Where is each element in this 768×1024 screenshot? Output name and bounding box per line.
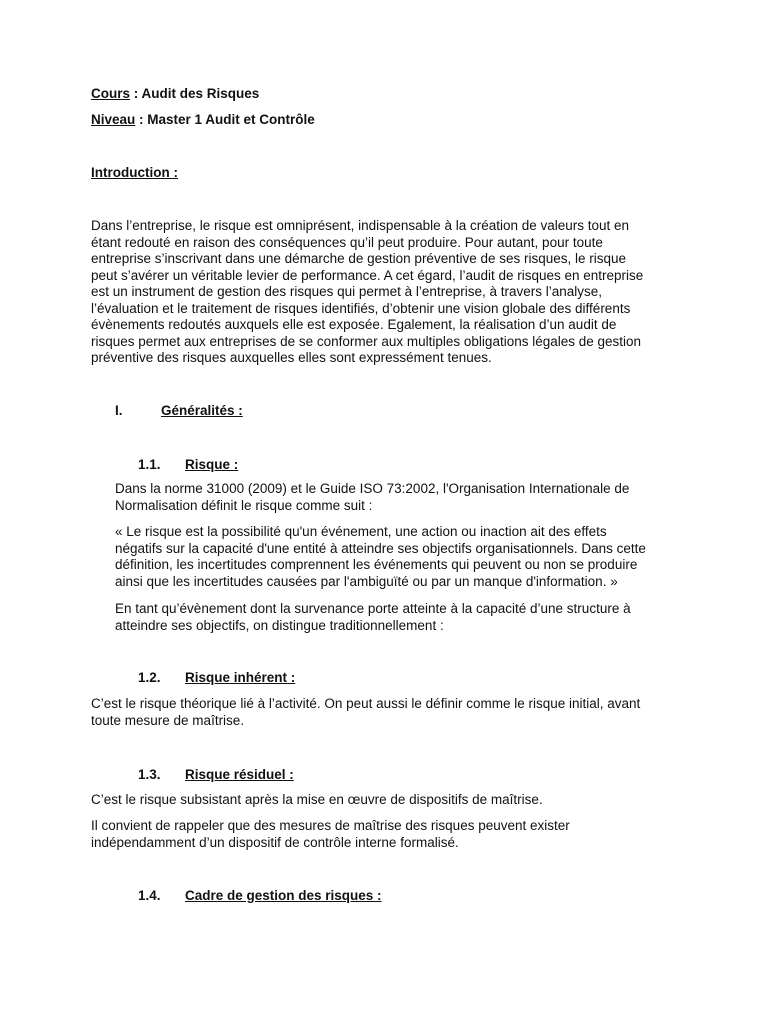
paragraph-line: est un instrument de gestion des risques qui permet à l’entreprise, à travers l’analyse, [91, 284, 603, 299]
introduction-paragraph [91, 218, 691, 367]
iso-definition-intro [115, 481, 675, 514]
paragraph-line: C’est le risque théorique lié à l’activité. On peut aussi le définir comme le risque initial, avant [91, 696, 641, 711]
residual-risk-paragraph [91, 792, 691, 809]
paragraph-line: Dans l’entreprise, le risque est omniprésent, indispensable à la création de valeurs tout en [91, 218, 630, 233]
course-label: Cours [91, 86, 131, 101]
subsection-number: 1.2. [138, 670, 161, 685]
paragraph-line: négatifs sur la capacité d'une entité à atteindre ses objectifs organisationnels. Dans cette [115, 540, 646, 556]
level-line [91, 111, 315, 128]
paragraph-line: évènements redoutés auxquels elle est exposée. Egalement, la réalisation d’un audit de [91, 317, 617, 332]
paragraph-line: Normalisation définit le risque comme suit : [115, 497, 373, 513]
subsection-title: Risque : [185, 457, 239, 472]
paragraph-line: Dans la norme 31000 (2009) et le Guide ISO 73:2002, l'Organisation Internationale de [115, 481, 630, 496]
control-measures-paragraph [91, 818, 691, 851]
course-line [91, 85, 259, 102]
paragraph-line: « Le risque est la possibilité qu'un événement, une action ou inaction ait des effets [115, 524, 607, 539]
paragraph-line: risques permet aux entreprises de se conformer aux multiples obligations légales de gestion [91, 333, 642, 349]
paragraph-line: atteindre ses objectifs, on distingue traditionnellement : [115, 617, 444, 633]
course-value: : Audit des Risques [130, 86, 260, 101]
paragraph-line: étant redouté en raison des conséquences qu’il peut produire. Pour autant, pour toute [91, 234, 603, 250]
subsection-title: Risque résiduel : [185, 767, 294, 782]
paragraph-line: entreprise s’inscrivant dans une démarche de gestion préventive de ses risques, le risque [91, 251, 627, 266]
inherent-risk-paragraph [91, 696, 691, 729]
paragraph-line: ainsi que les incertitudes causées par l'ambiguïté ou par un manque d'information. » [115, 573, 618, 589]
paragraph-line: définition, les incertitudes comprennent les événements qui peuvent ou non se produire [115, 557, 638, 572]
subsection-number: 1.4. [138, 888, 161, 903]
level-label: Niveau [91, 112, 136, 127]
paragraph-line: préventive des risques auxquelles elles sont expressément tenues. [91, 350, 492, 365]
introduction-title: Introduction : [91, 165, 178, 180]
paragraph-line: l’évaluation et le traitement de risques identifiés, d’obtenir une vision globale des différents [91, 300, 631, 316]
risk-definition-quote [115, 524, 675, 590]
paragraph-line: Il convient de rappeler que des mesures de maîtrise des risques peuvent exister [91, 818, 570, 833]
subsection-title: Risque inhérent : [185, 670, 296, 685]
subsection-number: 1.3. [138, 767, 161, 782]
risk-distinction-paragraph [115, 601, 675, 634]
paragraph-line: C’est le risque subsistant après la mise en œuvre de dispositifs de maîtrise. [91, 792, 543, 807]
subsection-number: 1.1. [138, 457, 161, 472]
paragraph-line: peut s’avérer un véritable levier de performance. A cet égard, l’audit de risques en entreprise [91, 267, 644, 283]
subsection-title: Cadre de gestion des risques : [185, 888, 382, 903]
level-value: : Master 1 Audit et Contrôle [135, 112, 315, 127]
paragraph-line: En tant qu’évènement dont la survenance porte atteinte à la capacité d’une structure à [115, 601, 631, 616]
section-number: I. [115, 403, 123, 418]
paragraph-line: toute mesure de maîtrise. [91, 712, 245, 728]
paragraph-line: indépendamment d’un dispositif de contrôle interne formalisé. [91, 834, 459, 850]
section-title: Généralités : [161, 403, 243, 418]
